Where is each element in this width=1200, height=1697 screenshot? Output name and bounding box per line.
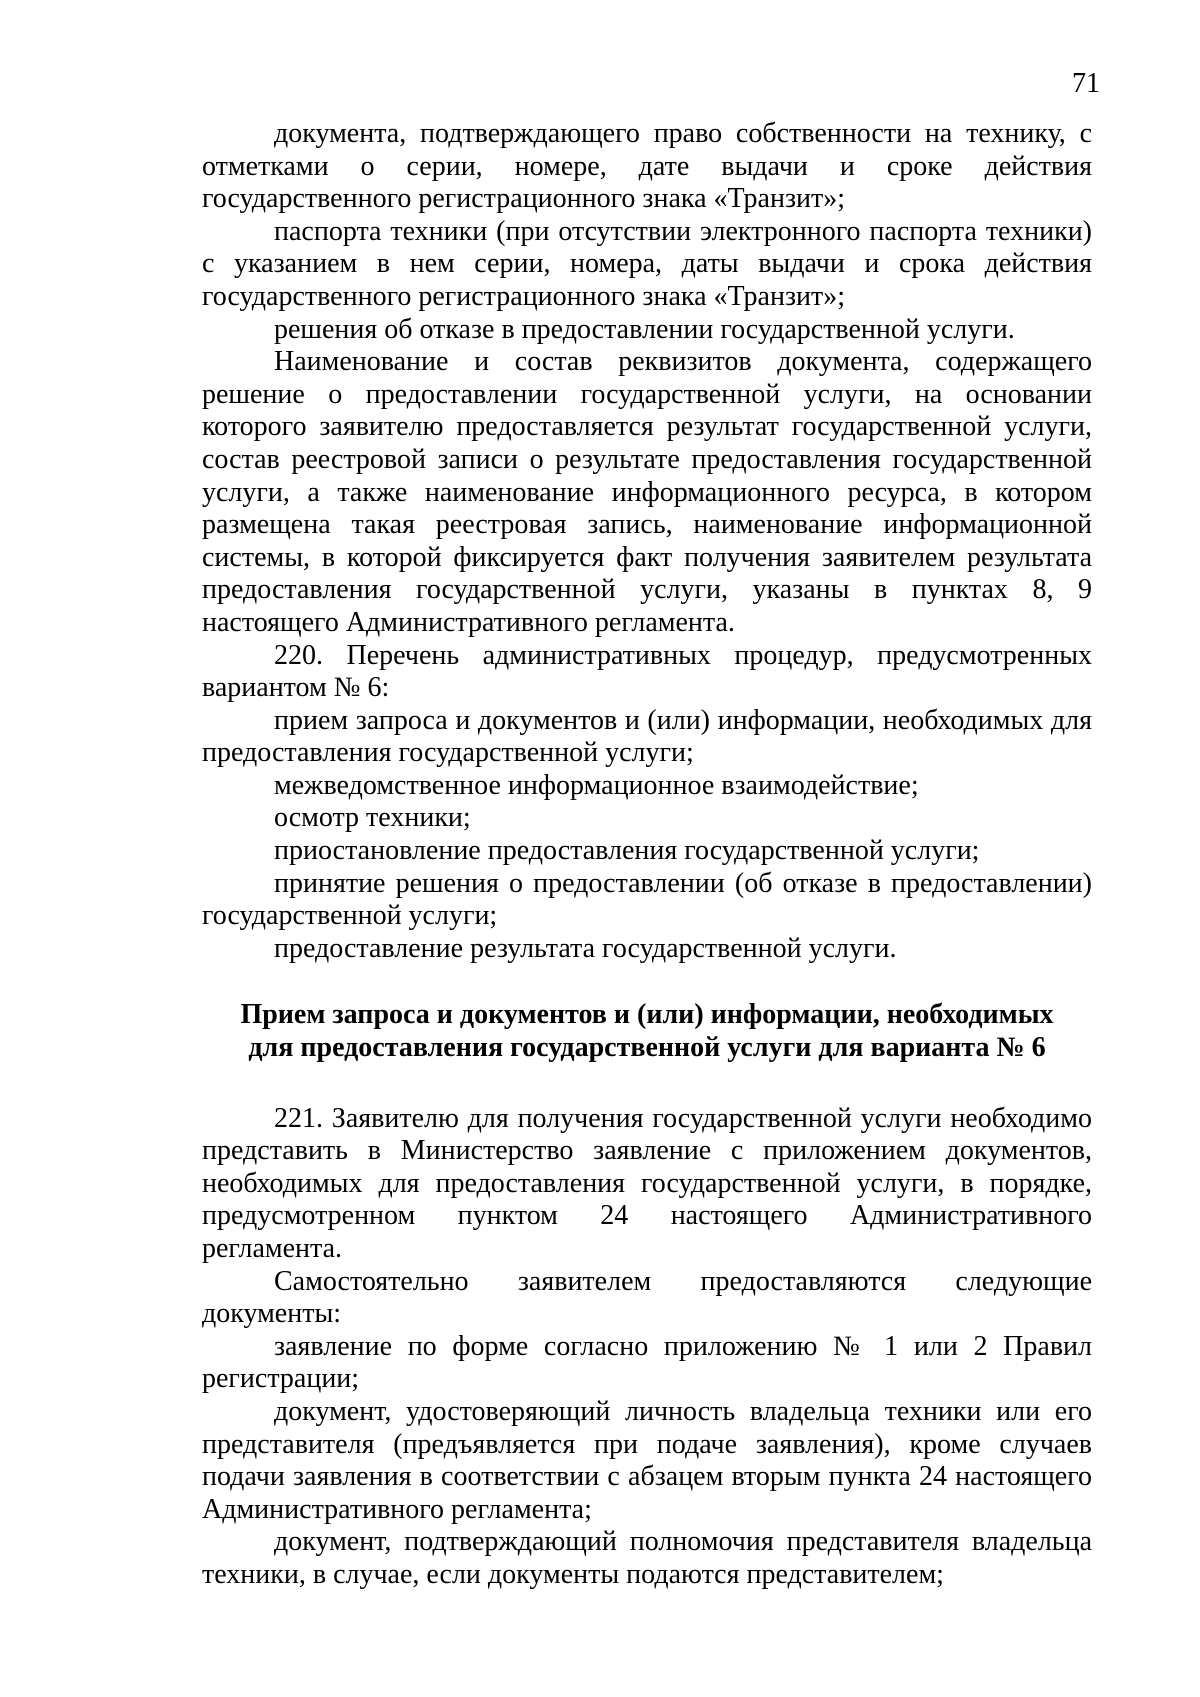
list-item-decision-making: принятие решения о предоставлении (об отказе в предоставлении) государственной услуги;: [202, 867, 1092, 932]
paragraph-221-application: 221. Заявителю для получения государственной услуги необходимо представить в Министерство заявление с приложением документов, необходимых для предоставления государственной услуги, в порядке, предусмотренном пунктом 24 настоящего Административного регламента.: [202, 1102, 1092, 1264]
list-item-interagency-interaction: межведомственное информационное взаимодействие;: [274, 769, 919, 801]
list-item-application-form: заявление по форме согласно приложению № 1 или 2 Правил регистрации;: [202, 1330, 1092, 1395]
page-number: 71: [1072, 68, 1100, 99]
section-heading-line-1: Прием запроса и документов и (или) информации, необходимых: [240, 999, 1054, 1031]
paragraph-220-procedures-list: 220. Перечень административных процедур, предусмотренных вариантом № 6:: [202, 639, 1092, 704]
document-body: [202, 118, 1092, 1592]
list-item-identity-document: документ, удостоверяющий личность владельца техники или его представителя (предъявляется при подаче заявления), кроме случаев подачи заявления в соответствии с абзацем вторым пункта 24 настоящего Административного регламента;: [202, 1395, 1092, 1525]
paragraph-self-provided-documents: Самостоятельно заявителем предоставляются следующие документы:: [202, 1265, 1092, 1330]
paragraph-requisites-description: Наименование и состав реквизитов документа, содержащего решение о предоставлении государственной услуги, на основании которого заявителю предоставляется результат государственной услуги, состав реестровой записи о результате предоставления государственной услуги, а также наименование информационного ресурса, в котором размещена такая реестровая запись, наименование информационной системы, в которой фиксируется факт получения заявителем результата предоставления государственной услуги, указаны в пунктах 8, 9 настоящего Административного регламента.: [202, 346, 1092, 638]
paragraph-transit-ownership-document: документа, подтверждающего право собственности на технику, с отметками о серии, номере, дате выдачи и сроке действия государственного регистрационного знака «Транзит»;: [202, 118, 1092, 215]
section-heading-line-2: для предоставления государственной услуги для варианта № 6: [248, 1032, 1046, 1064]
section-heading: [202, 999, 1092, 1064]
list-item-service-suspension: приостановление предоставления государственной услуги;: [274, 835, 980, 867]
list-item-representative-authority-document: документ, подтверждающий полномочия представителя владельца техники, в случае, если документы подаются представителем;: [202, 1526, 1092, 1590]
list-item-equipment-inspection: осмотр техники;: [274, 802, 471, 834]
list-item-result-provision: предоставление результата государственной услуги.: [274, 932, 897, 964]
paragraph-transit-passport: паспорта техники (при отсутствии электронного паспорта техники) с указанием в нем серии, номера, даты выдачи и срока действия государственного регистрационного знака «Транзит»;: [202, 215, 1092, 312]
paragraph-refusal-decision: решения об отказе в предоставлении государственной услуги.: [274, 313, 1015, 345]
list-item-request-reception: прием запроса и документов и (или) информации, необходимых для предоставления государственной услуги;: [202, 704, 1092, 769]
